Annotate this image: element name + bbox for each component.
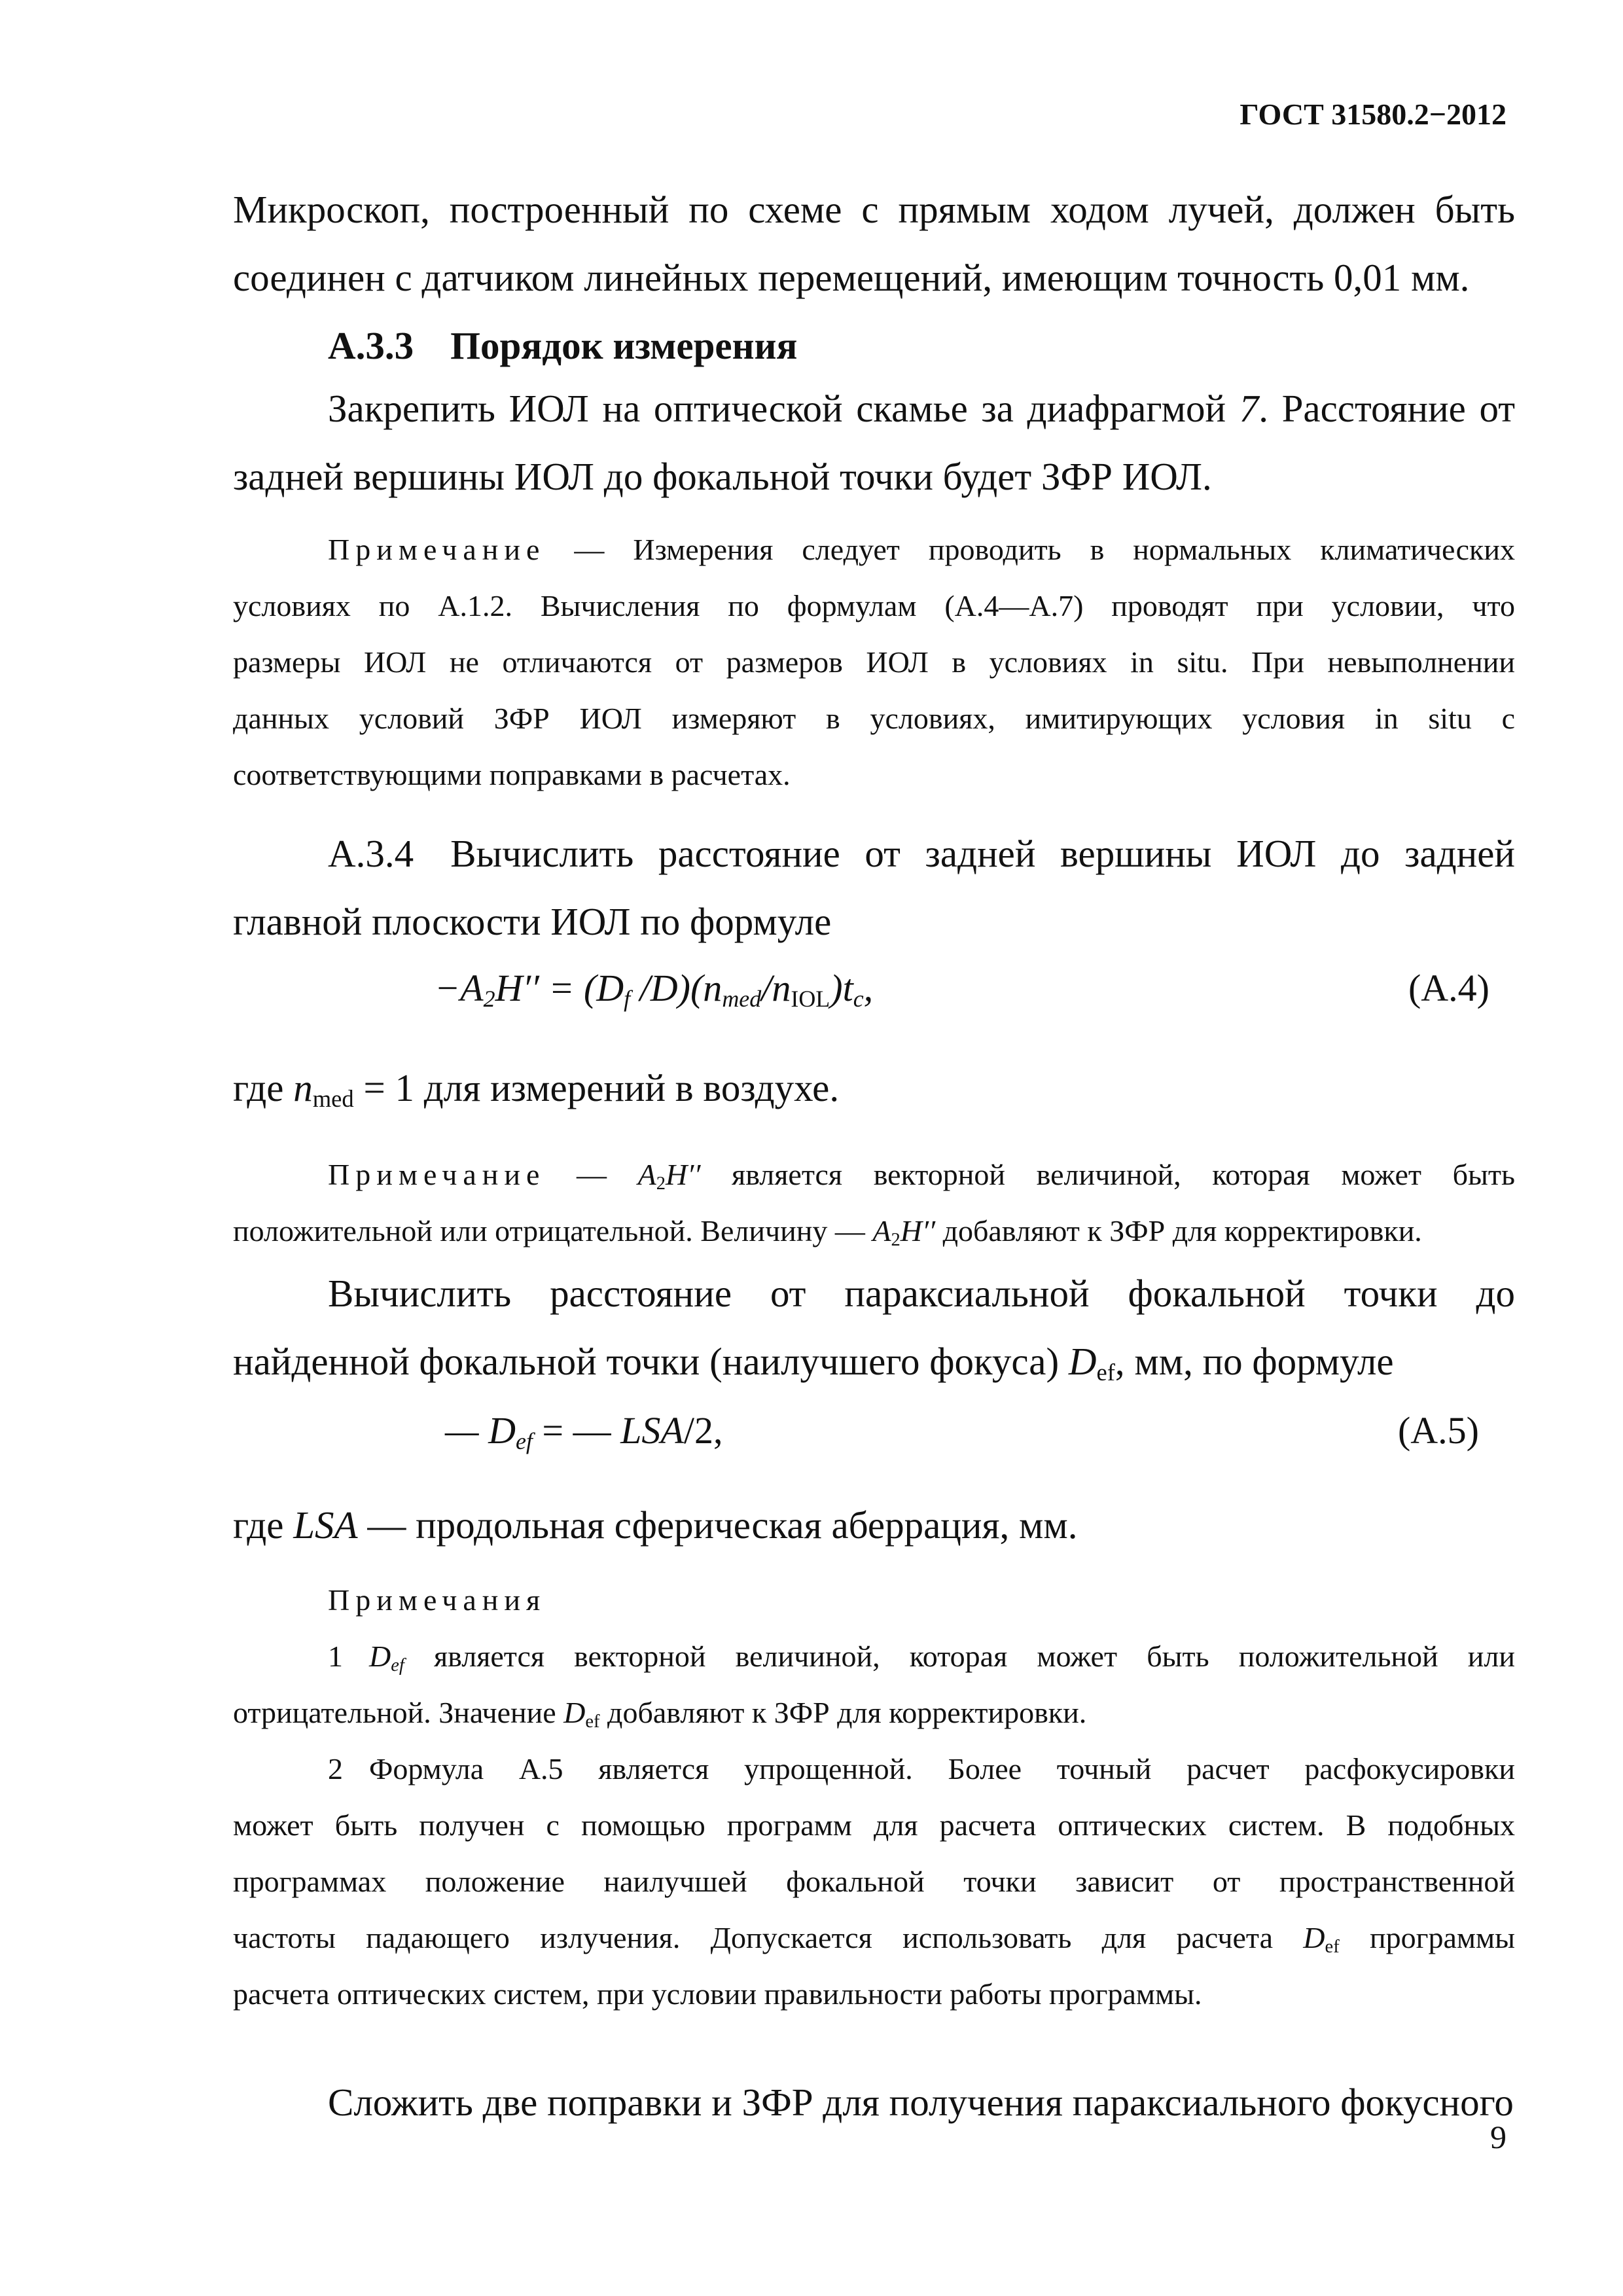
note-2-line-1: Примечание — $A_2H''$ является векторной величиной, которая может быть (328, 1158, 1515, 1194)
where-nmed: где $n_{med} = 1$ для измерений в воздухе. (233, 1066, 840, 1113)
where-lsa: где LSA — продольная сферическая аберрация, мм. (233, 1503, 1078, 1547)
def-line-2: найденной фокальной точки (наилучшего фокуса) $D_{ef}$, мм, по формуле (233, 1340, 1394, 1386)
final-paragraph: Сложить две поправки и ЗФР для получения параксиального фокусного (328, 2081, 1514, 2124)
def-paragraph (233, 1259, 1515, 1395)
formula-a5-number: (A.5) (1397, 1409, 1479, 1452)
a34-line-2: главной плоскости ИОЛ по формуле (233, 900, 832, 943)
formula-a5: — $D_{ef}$ = — LSA/2, (445, 1409, 723, 1454)
section-title: Порядок измерения (450, 324, 798, 367)
note-1-line-1: Примечание — Измерения следует проводить в нормальных климатических (328, 533, 1515, 566)
section-heading-a33 (233, 312, 1515, 380)
note-2-line-2: положительной или отрицательной. Величину — $A_2H''$ добавляют к ЗФР для корректировки. (233, 1214, 1422, 1251)
page-number: 9 (1490, 2119, 1507, 2155)
note-2 (233, 1147, 1515, 1259)
note-3-2-line-1: 2 Формула А.5 является упрощенной. Более точный расчет расфокусировки (328, 1752, 1515, 1785)
note-1-line-3: размеры ИОЛ не отличаются от размеров ИОЛ в условиях in situ. При невыполнении (233, 645, 1515, 679)
note-3-1-line-1: 1 $D_{ef}$ является векторной величиной, которая может быть положительной или (328, 1640, 1515, 1676)
note-label: Примечание (328, 533, 546, 566)
note-1 (233, 522, 1515, 803)
formula-a4-number: (A.4) (1408, 967, 1489, 1009)
document-designation: ГОСТ 31580.2−2012 (1240, 98, 1507, 131)
note-1-line-4: данных условий ЗФР ИОЛ измеряют в условиях, имитирующих условия in situ с (233, 702, 1515, 735)
note-3-2-line-5: расчета оптических систем, при условии правильности работы программы. (233, 1977, 1202, 2011)
note-1-line-5: соответствующими поправками в расчетах. (233, 758, 791, 791)
section-number: А.3.4 (328, 832, 414, 875)
notes-label-line (233, 1572, 1515, 1628)
notes-3 (233, 1572, 1515, 2022)
a33-line-1: Закрепить ИОЛ на оптической скамье за диафрагмой 7. Расстояние от (328, 387, 1515, 430)
notes-label: Примечания (328, 1583, 546, 1617)
formula-a4: $-A_2H'' = (D_f$ $/D)(n_{med}/n_{IOL})t_c$, (435, 967, 874, 1012)
intro-paragraph (233, 175, 1515, 312)
section-number: А.3.3 (328, 324, 414, 367)
note-label: Примечание (328, 1158, 546, 1191)
a34-line-1: А.3.4 Вычислить расстояние от задней вершины ИОЛ до задней (328, 832, 1515, 875)
note-3-2-line-3: программах положение наилучшей фокальной точки зависит от пространственной (233, 1865, 1515, 1898)
aperture-number: 7 (1239, 387, 1259, 430)
note-1-line-2: условиях по А.1.2. Вычисления по формулам (А.4—А.7) проводят при условии, что (233, 589, 1515, 622)
intro-line-2: соединен с датчиком линейных перемещений, имеющим точность 0,01 мм. (233, 256, 1470, 299)
intro-line-1: Микроскоп, построенный по схеме с прямым ходом лучей, должен быть (233, 188, 1515, 231)
note-3-2-line-2: может быть получен с помощью программ для расчета оптических систем. В подобных (233, 1808, 1515, 1842)
a33-line-2: задней вершины ИОЛ до фокальной точки будет ЗФР ИОЛ. (233, 455, 1212, 498)
a33-paragraph (233, 374, 1515, 511)
note-3-2-line-4: частоты падающего излучения. Допускается использовать для расчета $D_{ef}$ программы (233, 1921, 1515, 1958)
a34-paragraph (233, 819, 1515, 956)
note-3-1-line-2: отрицательной. Значение $D_{ef}$ добавляют к ЗФР для корректировки. (233, 1696, 1087, 1732)
def-line-1: Вычислить расстояние от параксиальной фокальной точки до (328, 1272, 1515, 1315)
